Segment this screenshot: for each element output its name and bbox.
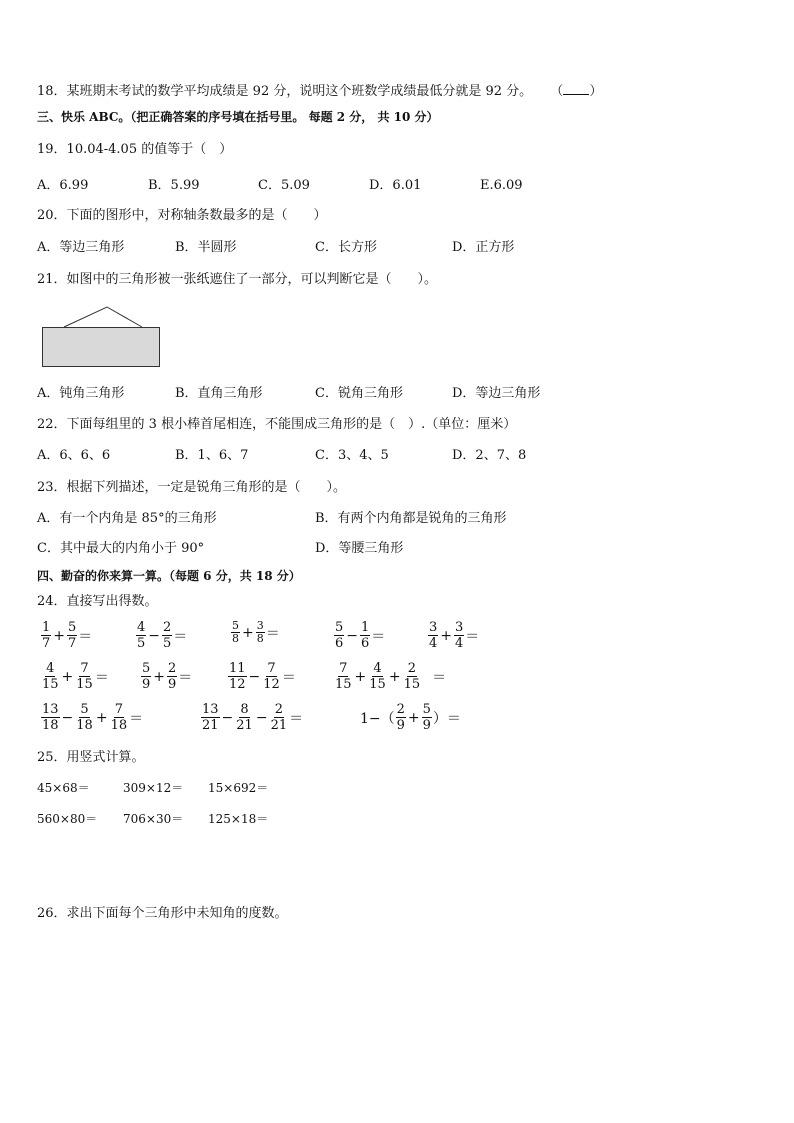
answer-paren: （ ） — [550, 84, 603, 99]
fraction: $\frac{2}{9}$ — [168, 661, 177, 692]
option-d[interactable]: D．6.01 — [369, 178, 422, 193]
fraction: $\frac{2}{9}$ — [396, 702, 405, 733]
fraction: $\frac{5}{9}$ — [142, 661, 151, 692]
question-24-text: 24．直接写出得数。 — [37, 594, 158, 609]
option-b[interactable]: B．5.99 — [148, 178, 200, 193]
option-a[interactable]: A．6.99 — [37, 178, 89, 193]
fraction-expression: $\frac{13}{18}$ − $\frac{5}{18}$ + $\frac{7}{18}$ ＝ — [42, 702, 144, 733]
fraction: $\frac{4}{5}$ — [137, 620, 146, 651]
option-c[interactable]: C．锐角三角形 — [315, 386, 403, 401]
fraction: $\frac{5}{8}$ — [232, 619, 239, 645]
fraction: $\frac{13}{18}$ — [42, 702, 59, 733]
option-a[interactable]: A．钝角三角形 — [37, 386, 125, 401]
fraction: $\frac{2}{15}$ — [403, 661, 421, 692]
fraction-expression: $\frac{13}{21}$ − $\frac{8}{21}$ − $\frac{2}{21}$ ＝ — [202, 702, 304, 733]
question-18-text: 18．某班期末考试的数学平均成绩是 92 分，说明这个班数学成绩最低分就是 92 分。 — [37, 84, 533, 99]
question-21-text: 21．如图中的三角形被一张纸遮住了一部分，可以判断它是（ ）。 — [37, 272, 438, 287]
fraction-expression: $\frac{4}{15}$ + $\frac{7}{15}$ ＝ — [42, 661, 109, 692]
fraction-expression: $\frac{5}{6}$ − $\frac{1}{6}$ ＝ — [335, 620, 386, 651]
option-c[interactable]: C．5.09 — [258, 178, 310, 193]
option-e[interactable]: E.6.09 — [480, 178, 523, 193]
fraction: $\frac{5}{6}$ — [335, 620, 344, 651]
fraction: $\frac{4}{15}$ — [369, 661, 386, 692]
section-3-title: 三、快乐 ABC。（把正确答案的序号填在括号里。 每题 2 分， 共 10 分） — [37, 110, 439, 124]
fraction-expression: $\frac{7}{15}$ + $\frac{4}{15}$ + $\frac{2}{15}$ ＝ — [335, 661, 447, 692]
option-a[interactable]: A．等边三角形 — [37, 240, 125, 255]
question-22-text: 22．下面每组里的 3 根小棒首尾相连，不能围成三角形的是（ ）.（单位：厘米） — [37, 417, 517, 432]
fraction: $\frac{7}{12}$ — [263, 661, 280, 692]
fraction: $\frac{3}{8}$ — [256, 619, 264, 645]
fraction-expression: $\frac{5}{8}$ + $\frac{3}{8}$ ＝ — [232, 619, 280, 645]
option-b[interactable]: B．1、6、7 — [175, 448, 249, 463]
question-19-text: 19．10.04-4.05 的值等于（ ） — [37, 142, 233, 157]
fraction-expression: $\frac{3}{4}$ + $\frac{3}{4}$ ＝ — [429, 620, 480, 651]
fraction: $\frac{5}{18}$ — [76, 702, 93, 733]
answer-blank[interactable] — [563, 84, 589, 95]
vertical-calc-item: 560×80＝ — [37, 812, 98, 826]
vertical-calc-item: 125×18＝ — [208, 812, 269, 826]
question-20-text: 20．下面的图形中，对称轴条数最多的是（ ） — [37, 208, 327, 223]
option-c[interactable]: C．长方形 — [315, 240, 377, 255]
fraction-expression: 1−（ $\frac{2}{9}$ + $\frac{5}{9}$ ）＝ — [360, 702, 461, 733]
fraction-expression: $\frac{5}{9}$ + $\frac{2}{9}$ ＝ — [142, 661, 193, 692]
fraction: $\frac{7}{18}$ — [110, 702, 128, 733]
fraction: $\frac{5}{7}$ — [68, 620, 77, 651]
fraction: $\frac{8}{21}$ — [236, 702, 253, 733]
option-d[interactable]: D．2、7、8 — [452, 448, 527, 463]
fraction-expression: $\frac{11}{12}$ − $\frac{7}{12}$ ＝ — [229, 661, 296, 692]
fraction: $\frac{3}{4}$ — [455, 620, 464, 651]
fraction: $\frac{4}{15}$ — [42, 661, 59, 692]
fraction: $\frac{13}{21}$ — [202, 702, 219, 733]
fraction-expression: $\frac{1}{7}$ + $\frac{5}{7}$ ＝ — [42, 620, 93, 651]
fraction: $\frac{11}{12}$ — [229, 661, 246, 692]
triangle-top — [64, 307, 142, 327]
section-4-title: 四、勤奋的你来算一算。（每题 6 分，共 18 分） — [37, 569, 301, 583]
fraction: $\frac{3}{4}$ — [429, 620, 438, 651]
vertical-calc-item: 706×30＝ — [123, 812, 184, 826]
covered-triangle-figure — [42, 305, 160, 367]
option-d[interactable]: D．等边三角形 — [452, 386, 541, 401]
fraction: $\frac{1}{7}$ — [42, 620, 51, 651]
option-c[interactable]: C．其中最大的内角小于 90° — [37, 541, 205, 556]
question-23-text: 23．根据下列描述，一定是锐角三角形的是（ ）。 — [37, 480, 347, 495]
fraction: $\frac{2}{5}$ — [163, 620, 172, 651]
option-c[interactable]: C．3、4、5 — [315, 448, 389, 463]
fraction: $\frac{7}{15}$ — [76, 661, 93, 692]
fraction-expression: $\frac{4}{5}$ − $\frac{2}{5}$ ＝ — [137, 620, 188, 651]
option-a[interactable]: A．有一个内角是 85°的三角形 — [37, 511, 217, 526]
question-26-text: 26．求出下面每个三角形中未知角的度数。 — [37, 906, 288, 921]
option-b[interactable]: B．有两个内角都是锐角的三角形 — [315, 511, 507, 526]
vertical-calc-item: 309×12＝ — [123, 781, 184, 795]
option-a[interactable]: A．6、6、6 — [37, 448, 111, 463]
vertical-calc-item: 45×68＝ — [37, 781, 90, 795]
question-18 — [37, 84, 602, 98]
option-b[interactable]: B．直角三角形 — [175, 386, 263, 401]
fraction: $\frac{7}{15}$ — [335, 661, 352, 692]
vertical-calc-item: 15×692＝ — [208, 781, 269, 795]
cover-paper — [43, 328, 160, 367]
option-b[interactable]: B．半圆形 — [175, 240, 237, 255]
option-d[interactable]: D．等腰三角形 — [315, 541, 404, 556]
fraction: $\frac{2}{21}$ — [270, 702, 288, 733]
option-d[interactable]: D．正方形 — [452, 240, 515, 255]
question-25-text: 25．用竖式计算。 — [37, 750, 145, 765]
fraction: $\frac{1}{6}$ — [361, 620, 370, 651]
fraction: $\frac{5}{9}$ — [422, 702, 431, 733]
